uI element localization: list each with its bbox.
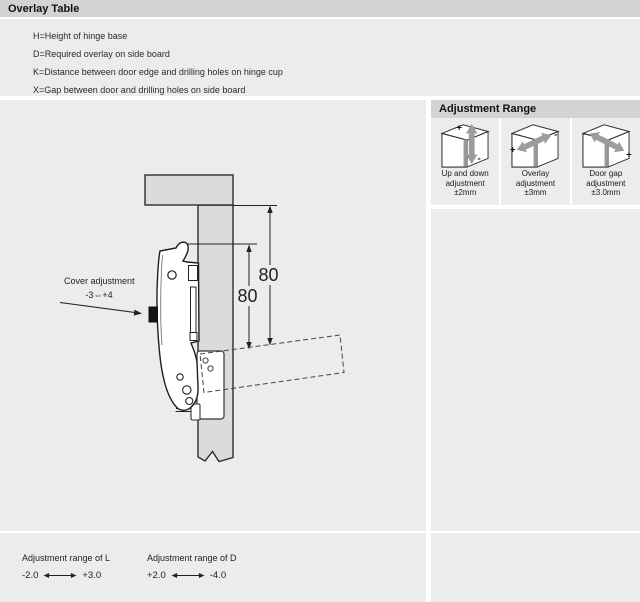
adjustment-range-title: Adjustment Range [439,103,537,115]
clip-rail-top [189,266,198,281]
mounting-plate [197,351,224,419]
minus-sign: - [477,153,481,165]
adjustment-item-updown [431,118,499,205]
range-d-to: -4.0 [209,570,227,581]
overlay-table-title: Overlay Table [8,2,80,15]
legend-line-k: K=Distance between door edge and drilling holes on hinge cup [33,67,283,77]
minus-sign: - [582,128,586,140]
item-label: adjustment [515,178,556,188]
hinge-technical-drawing [0,100,426,531]
range-l-to: +3.0 [82,570,102,581]
item-label: Up and down [441,169,489,178]
range-l-from: -2.0 [22,570,39,581]
callout-arrow-line [60,303,135,313]
item-value: ±3mm [524,188,547,197]
overlay-table-header [0,0,640,17]
legend-line-x: X=Gap between door and drilling holes on side board [33,85,246,95]
dim-outer-label: 80 [258,265,279,285]
side-board [198,205,233,462]
double-arrow-icon [43,571,77,580]
adjustment-item-overlay [501,118,569,205]
adjustment-range-header [431,100,640,118]
item-value: ±2mm [454,188,477,197]
range-l-label: Adjustment range of L [22,553,111,563]
footer-right-panel [431,533,640,602]
up-down-adjustment-icon [433,120,497,168]
dim-inner-label: 80 [237,286,258,306]
item-label: Overlay [521,169,550,178]
clip-rail-bottom [190,333,197,341]
legend-panel [0,19,640,96]
minus-sign: - [554,129,558,141]
clip-rail-slot [191,287,197,333]
plus-sign: + [456,122,463,134]
screw-hole-low-2 [186,398,193,405]
legend-line-d: D=Required overlay on side board [33,49,170,59]
plus-sign: + [510,144,517,156]
legend-line-h: H=Height of hinge base [33,31,128,41]
top-panel [145,175,233,205]
screw-hole-mid [177,374,183,380]
dimension-inner [236,245,259,350]
double-arrow-icon [171,571,205,580]
adjustment-range-of-d [147,553,237,581]
adjustment-range-of-l [22,553,110,581]
item-label: Door gap [589,169,623,178]
door-gap-adjustment-icon [574,120,638,168]
screw-hole-top [168,271,176,279]
overlay-adjustment-icon [503,120,567,168]
range-d-label: Adjustment range of D [147,553,237,563]
drawing-panel [0,100,426,531]
item-value: ±3.0mm [591,188,621,197]
footer-panel [0,533,426,602]
cover-adjustment-label: Cover adjustment [64,276,135,286]
cover-adjustment-screw [149,307,159,323]
plus-sign: + [625,149,632,161]
right-empty-panel [431,209,640,531]
item-label: adjustment [445,178,485,188]
adjustment-item-doorgap [572,118,640,205]
dimension-outer [257,206,280,346]
callout-arrow-head [134,310,142,316]
adjustment-range-icons-row [431,118,640,205]
range-d-from: +2.0 [147,570,166,581]
screw-hole-low-1 [183,386,191,394]
cover-adjustment-range: -3⇔+4 [85,290,113,300]
item-label: adjustment [586,178,626,188]
